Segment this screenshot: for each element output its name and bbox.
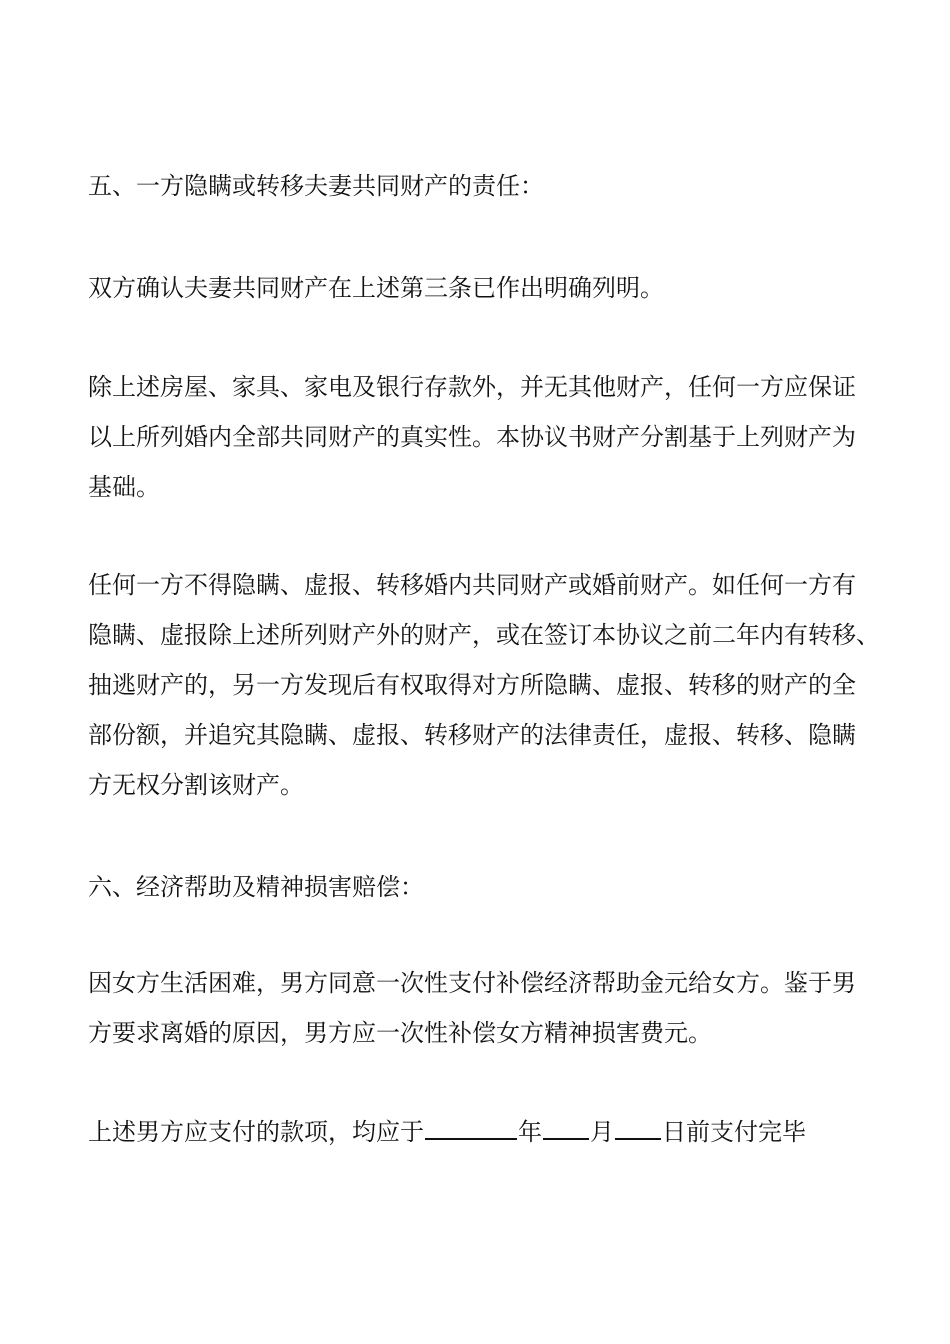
section-5-paragraph-2 (88, 362, 888, 512)
payment-deadline-line (88, 1107, 888, 1157)
section-5-paragraph-3 (88, 560, 888, 810)
payment-deadline-suffix: 日前支付完毕 (662, 1118, 806, 1146)
section-6-heading (88, 862, 888, 912)
month-label: 月 (590, 1118, 614, 1146)
section-5-paragraph-3-line-3: 抽逃财产的，另一方发现后有权取得对方所隐瞒、虚报、转移的财产的全 (88, 671, 856, 699)
section-5-heading (88, 161, 888, 211)
section-5-paragraph-3-line-5: 方无权分割该财产。 (88, 771, 304, 799)
payment-deadline-prefix: 上述男方应支付的款项，均应于 (88, 1118, 424, 1146)
year-blank (425, 1112, 517, 1140)
section-6-paragraph-2 (88, 1107, 888, 1157)
section-6-heading-text: 六、经济帮助及精神损害赔偿： (88, 873, 424, 901)
section-6-paragraph-1-line-2: 方要求离婚的原因，男方应一次性补偿女方精神损害费元。 (88, 1019, 712, 1047)
month-blank (543, 1112, 589, 1140)
section-5-paragraph-3-line-1: 任何一方不得隐瞒、虚报、转移婚内共同财产或婚前财产。如任何一方有 (88, 571, 856, 599)
section-6-paragraph-1 (88, 958, 888, 1058)
section-5-paragraph-3-line-4: 部份额，并追究其隐瞒、虚报、转移财产的法律责任，虚报、转移、隐瞒 (88, 721, 856, 749)
section-5-heading-text: 五、一方隐瞒或转移夫妻共同财产的责任： (88, 172, 544, 200)
section-6-paragraph-1-line-1: 因女方生活困难，男方同意一次性支付补偿经济帮助金元给女方。鉴于男 (88, 969, 856, 997)
section-5-paragraph-1 (88, 263, 888, 313)
section-5-paragraph-3-line-2: 隐瞒、虚报除上述所列财产外的财产，或在签订本协议之前二年内有转移、 (88, 621, 880, 649)
section-5-paragraph-2-line-1: 除上述房屋、家具、家电及银行存款外，并无其他财产，任何一方应保证 (88, 373, 856, 401)
year-label: 年 (518, 1118, 542, 1146)
section-5-paragraph-1-text: 双方确认夫妻共同财产在上述第三条已作出明确列明。 (88, 274, 664, 302)
day-blank (615, 1112, 661, 1140)
section-5-paragraph-2-line-3: 基础。 (88, 473, 160, 501)
section-5-paragraph-2-line-2: 以上所列婚内全部共同财产的真实性。本协议书财产分割基于上列财产为 (88, 423, 856, 451)
